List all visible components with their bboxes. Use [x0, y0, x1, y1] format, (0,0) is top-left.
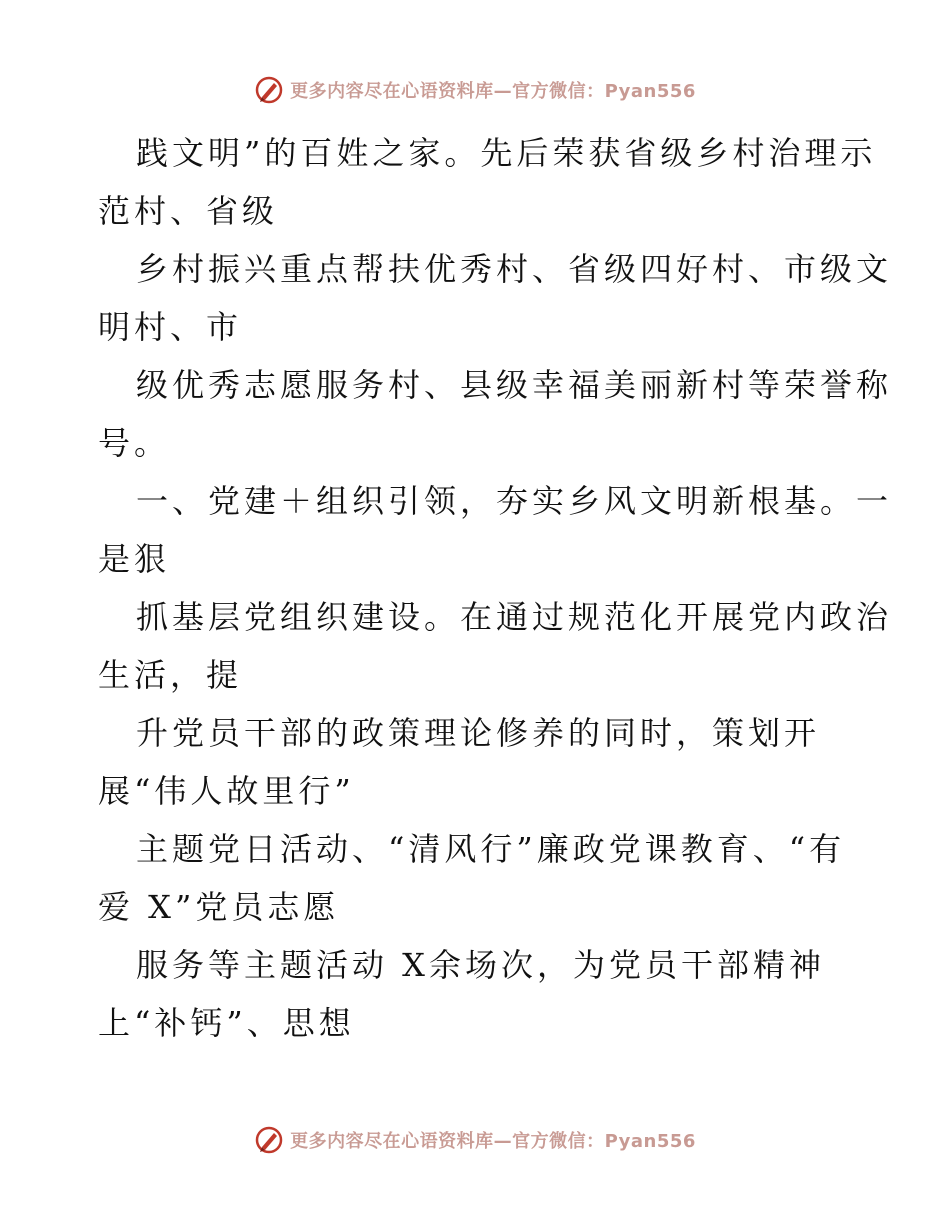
- text-line: 级优秀志愿服务村、县级幸福美丽新村等荣誉称: [136, 366, 893, 404]
- header-banner-text: 更多内容尽在心语资料库—官方微信：Pyan556: [290, 81, 696, 102]
- text-line: 践文明”的百姓之家。先后荣获省级乡村治理示: [136, 134, 877, 172]
- text-line: 明村、市: [98, 308, 243, 346]
- text-line: 服务等主题活动 X余场次，为党员干部精神: [136, 946, 825, 984]
- text-line: 号。: [98, 424, 171, 462]
- text-line: 升党员干部的政策理论修养的同时，策划开: [136, 714, 821, 752]
- header-banner: [0, 70, 950, 110]
- text-line: 是狠: [98, 540, 171, 578]
- footer-banner: [0, 1120, 950, 1160]
- text-line: 展“伟人故里行”: [98, 772, 355, 810]
- pen-circle-icon: [254, 75, 284, 105]
- text-line: 爱 X”党员志愿: [98, 888, 340, 926]
- text-line: 乡村振兴重点帮扶优秀村、省级四好村、市级文: [136, 250, 893, 288]
- text-line: 上“补钙”、思想: [98, 1004, 355, 1042]
- footer-banner-text: 更多内容尽在心语资料库—官方微信：Pyan556: [290, 1131, 696, 1152]
- document-body: [98, 124, 893, 1052]
- text-line: 生活，提: [98, 656, 243, 694]
- text-line: 主题党日活动、“清风行”廉政党课教育、“有: [136, 830, 846, 868]
- text-line: 抓基层党组织建设。在通过规范化开展党内政治: [136, 598, 893, 636]
- text-line: 一、党建＋组织引领，夯实乡风文明新根基。一: [136, 482, 893, 520]
- text-line: 范村、省级: [98, 192, 279, 230]
- pen-circle-icon: [254, 1125, 284, 1155]
